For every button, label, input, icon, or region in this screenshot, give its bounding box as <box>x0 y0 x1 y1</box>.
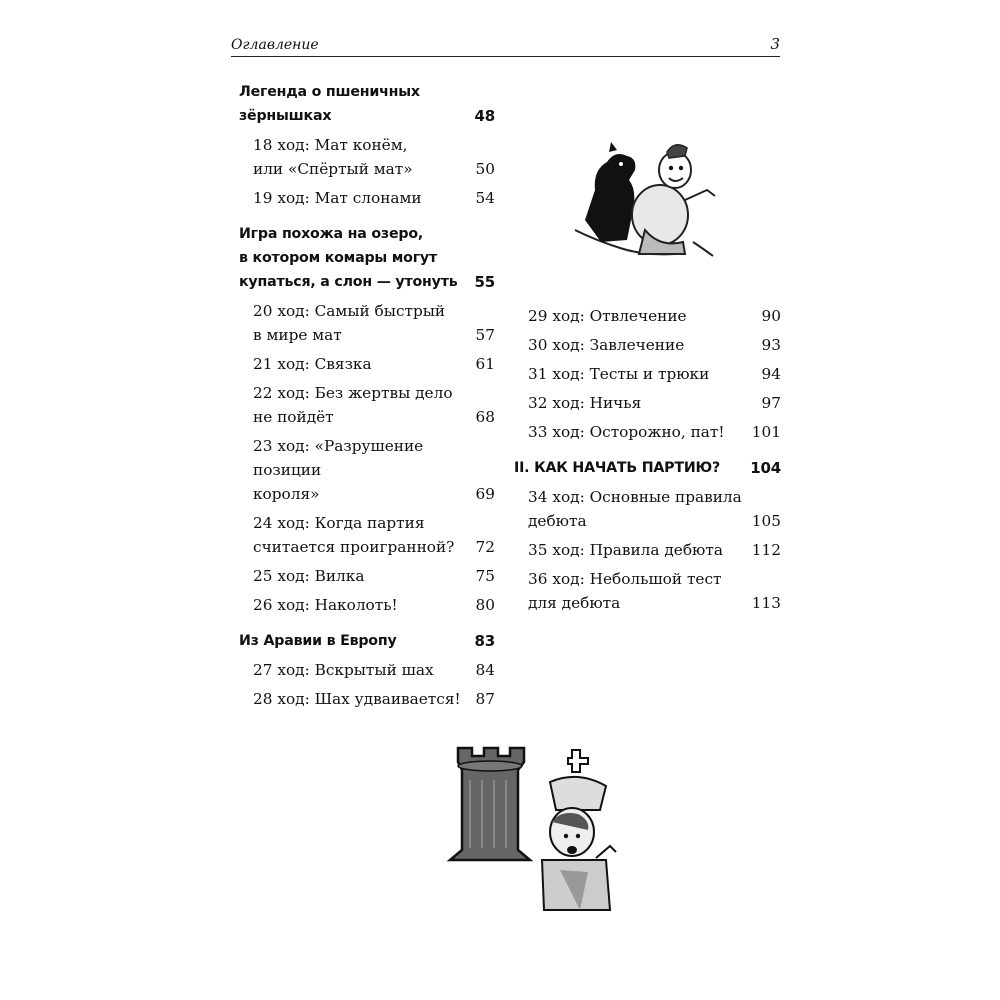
toc-entry-page: 57 <box>475 326 495 344</box>
toc-entry[interactable] <box>239 687 495 711</box>
toc-entry-page: 94 <box>761 365 781 383</box>
toc-entry-page: 112 <box>751 541 781 559</box>
toc-entry[interactable] <box>514 304 781 328</box>
toc-entry-title: 22 ход: Без жертвы дело не пойдёт <box>253 384 453 426</box>
toc-entry-page: 90 <box>761 307 781 325</box>
toc-entry[interactable] <box>514 567 781 615</box>
toc-entry[interactable] <box>239 658 495 682</box>
toc-entry[interactable] <box>239 434 495 506</box>
toc-entry-title: 34 ход: Основные правила дебюта <box>528 488 742 530</box>
toc-entry[interactable] <box>239 299 495 347</box>
toc-entry-title: 36 ход: Небольшой тест для дебюта <box>528 570 722 612</box>
toc-entry-page: 83 <box>474 632 495 650</box>
toc-entry-page: 84 <box>475 661 495 679</box>
toc-entry-title: 29 ход: Отвлечение <box>528 307 687 325</box>
toc-section-heading[interactable] <box>239 222 495 294</box>
toc-entry[interactable] <box>239 593 495 617</box>
toc-entry-title: 31 ход: Тесты и трюки <box>528 365 710 383</box>
toc-entry-title: 23 ход: «Разрушение позиции короля» <box>253 437 424 503</box>
toc-entry-page: 105 <box>751 512 781 530</box>
toc-entry-title: 24 ход: Когда партия считается проигранной? <box>253 514 455 556</box>
toc-right-column <box>514 304 781 620</box>
toc-entry[interactable] <box>514 333 781 357</box>
toc-entry[interactable] <box>514 362 781 386</box>
toc-entry-page: 113 <box>751 594 781 612</box>
toc-entry[interactable] <box>239 186 495 210</box>
toc-entry-title: Легенда о пшеничных зёрнышках <box>239 84 420 124</box>
toc-entry-title: 35 ход: Правила дебюта <box>528 541 723 559</box>
toc-entry[interactable] <box>514 420 781 444</box>
toc-section-heading[interactable] <box>239 629 495 653</box>
toc-entry-title: 30 ход: Завлечение <box>528 336 685 354</box>
toc-entry[interactable] <box>239 352 495 376</box>
toc-entry-title: 33 ход: Осторожно, пат! <box>528 423 725 441</box>
toc-entry-page: 69 <box>475 485 495 503</box>
toc-entry-page: 93 <box>761 336 781 354</box>
toc-entry[interactable] <box>514 538 781 562</box>
toc-entry-title: 20 ход: Самый быстрый в мире мат <box>253 302 446 344</box>
toc-section-heading[interactable] <box>239 80 495 128</box>
toc-entry-title: 32 ход: Ничья <box>528 394 642 412</box>
toc-entry-title: 19 ход: Мат слонами <box>253 189 422 207</box>
toc-entry-title: Из Аравии в Европу <box>239 633 397 649</box>
chess-rook-king-illustration <box>410 740 620 915</box>
toc-entry-page: 87 <box>475 690 495 708</box>
toc-entry[interactable] <box>239 511 495 559</box>
toc-entry-page: 104 <box>750 459 781 477</box>
toc-entry[interactable] <box>239 381 495 429</box>
toc-entry-title: II. КАК НАЧАТЬ ПАРТИЮ? <box>514 460 721 476</box>
toc-entry-title: 21 ход: Связка <box>253 355 372 373</box>
toc-entry-page: 48 <box>474 107 495 125</box>
toc-entry[interactable] <box>514 391 781 415</box>
chess-knight-pawn-illustration <box>565 130 730 270</box>
toc-entry-page: 54 <box>475 189 495 207</box>
toc-entry-page: 80 <box>475 596 495 614</box>
toc-entry-title: 18 ход: Мат конём, или «Спёртый мат» <box>253 136 413 178</box>
toc-entry-title: 28 ход: Шах удваивается! <box>253 690 461 708</box>
toc-entry-title: Игра похожа на озеро, в котором комары могут купаться, а слон — утонуть <box>239 226 458 290</box>
toc-entry-page: 55 <box>474 273 495 291</box>
toc-entry-page: 50 <box>475 160 495 178</box>
running-header <box>231 34 780 57</box>
toc-left-column <box>239 80 495 716</box>
toc-entry[interactable] <box>239 564 495 588</box>
toc-entry-page: 61 <box>475 355 495 373</box>
toc-entry-title: 26 ход: Наколоть! <box>253 596 398 614</box>
running-header-title: Оглавление <box>231 37 319 53</box>
toc-entry-page: 68 <box>475 408 495 426</box>
toc-entry-page: 97 <box>761 394 781 412</box>
page-number: 3 <box>770 35 780 53</box>
toc-entry-title: 27 ход: Вскрытый шах <box>253 661 434 679</box>
toc-entry-page: 75 <box>475 567 495 585</box>
toc-entry[interactable] <box>239 133 495 181</box>
toc-part-heading[interactable] <box>514 456 781 480</box>
toc-entry-title: 25 ход: Вилка <box>253 567 365 585</box>
toc-entry-page: 72 <box>475 538 495 556</box>
toc-entry[interactable] <box>514 485 781 533</box>
toc-entry-page: 101 <box>751 423 781 441</box>
